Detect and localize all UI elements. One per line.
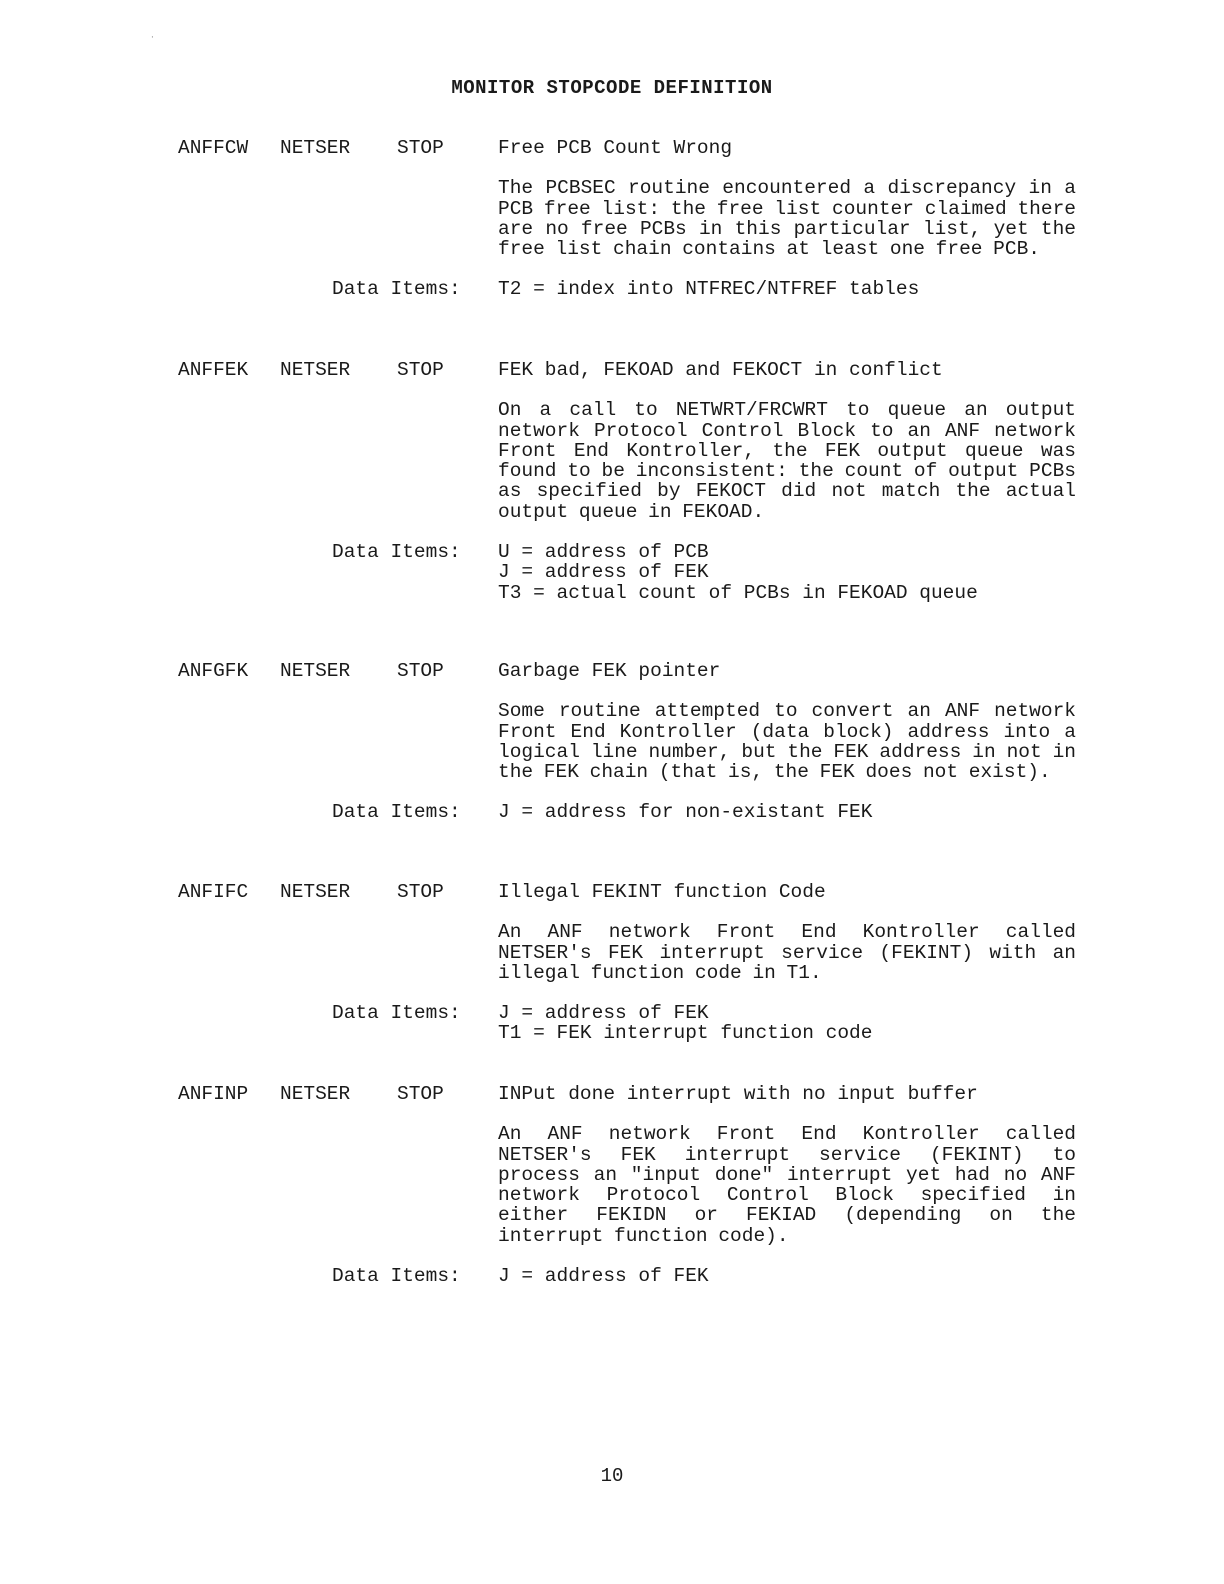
data-item: T3 = actual count of PCBs in FEKOAD queue (498, 581, 978, 604)
stopcode-name: ANFFCW (178, 137, 249, 159)
data-items-label: Data Items: (332, 801, 461, 824)
data-item: T2 = index into NTFREC/NTFREF tables (498, 278, 920, 301)
data-items-label: Data Items: (332, 541, 461, 564)
data-items-label: Data Items: (332, 1002, 461, 1025)
stopcode-description: The PCBSEC routine encountered a discrepancy in a PCB free list: the free list counter claimed there are no free PCBs in this particular list, yet the free list chain contains at least one free PCB. (498, 177, 1076, 261)
stopcode-description: An ANF network Front End Kontroller called NETSER's FEK interrupt service (FEKINT) with an illegal function code in T1. (498, 921, 1076, 984)
data-item: J = address of FEK (498, 1002, 709, 1025)
data-items-block (332, 541, 1076, 604)
page-number: 10 (600, 1465, 624, 1487)
stopcode-summary: FEK bad, FEKOAD and FEKOCT in conflict (498, 359, 943, 381)
stopcode-module: NETSER (280, 660, 351, 682)
stopcode-type: STOP (397, 137, 444, 159)
stopcode-type: STOP (397, 359, 444, 381)
stopcode-summary: Garbage FEK pointer (498, 660, 721, 682)
data-items-label: Data Items: (332, 1265, 461, 1288)
stopcode-description: On a call to NETWRT/FRCWRT to queue an output network Protocol Control Block to an ANF network Front End Kontroller, the FEK output queue was found to be inconsistent: the count of output PCBs as specified by FEKOCT did not match the actual output queue in FEKOAD. (498, 399, 1076, 523)
data-item: T1 = FEK interrupt function code (498, 1022, 873, 1045)
data-items-block (332, 1265, 1076, 1288)
data-items-block (332, 1002, 1076, 1045)
stopcode-module: NETSER (280, 1083, 351, 1105)
data-items-block (332, 278, 1076, 301)
stopcode-name: ANFIFC (178, 881, 249, 903)
stopcode-name: ANFINP (178, 1083, 249, 1105)
stopcode-summary: INPut done interrupt with no input buffer (498, 1083, 978, 1105)
stopcode-description: Some routine attempted to convert an ANF network Front End Kontroller (data block) address into a logical line number, but the FEK address in not in the FEK chain (that is, the FEK does not exist). (498, 700, 1076, 784)
data-items-block (332, 801, 1076, 824)
scan-speck: · (150, 33, 155, 42)
stopcode-module: NETSER (280, 881, 351, 903)
data-item: J = address of FEK (498, 561, 709, 584)
stopcode-type: STOP (397, 1083, 444, 1105)
stopcode-name: ANFFEK (178, 359, 249, 381)
data-items-label: Data Items: (332, 278, 461, 301)
stopcode-module: NETSER (280, 359, 351, 381)
data-item: J = address of FEK (498, 1265, 709, 1288)
stopcode-summary: Illegal FEKINT function Code (498, 881, 826, 903)
data-item: U = address of PCB (498, 541, 709, 564)
stopcode-type: STOP (397, 881, 444, 903)
stopcode-module: NETSER (280, 137, 351, 159)
data-item: J = address for non-existant FEK (498, 801, 873, 824)
stopcode-type: STOP (397, 660, 444, 682)
stopcode-description: An ANF network Front End Kontroller called NETSER's FEK interrupt service (FEKINT) to process an "input done" interrupt yet had no ANF network Protocol Control Block specified in either FEKIDN or FEKIAD (depending on the interrupt function code). (498, 1123, 1076, 1247)
stopcode-name: ANFGFK (178, 660, 249, 682)
page-title: MONITOR STOPCODE DEFINITION (451, 77, 773, 99)
stopcode-summary: Free PCB Count Wrong (498, 137, 733, 159)
